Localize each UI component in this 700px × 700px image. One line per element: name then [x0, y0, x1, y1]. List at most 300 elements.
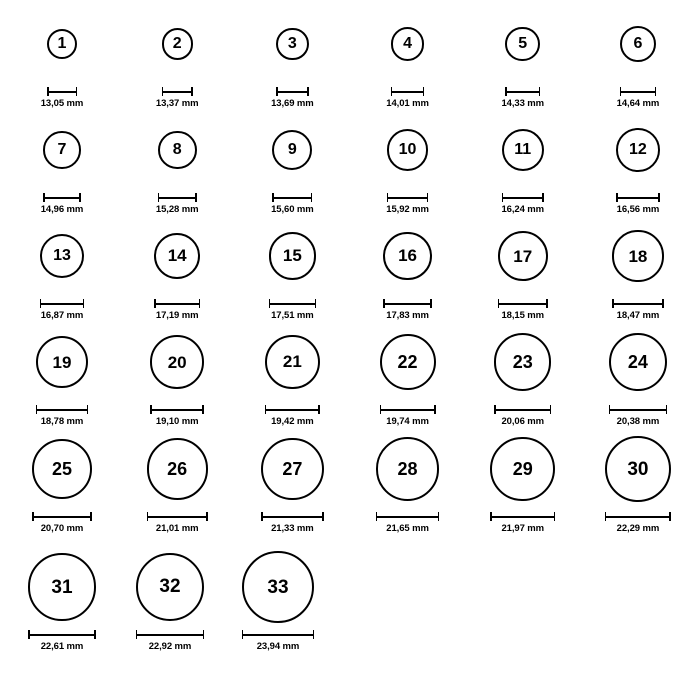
- ring-circle-wrap: [242, 548, 314, 626]
- ring-circle-wrap: [261, 430, 323, 508]
- ruler-tick-left: [391, 87, 393, 96]
- ruler-tick-right: [554, 512, 556, 521]
- diameter-ruler: [616, 193, 660, 202]
- diameter-label: 23,94 mm: [256, 641, 300, 652]
- ring-size-number: 33: [267, 576, 289, 598]
- diameter-label: 21,97 mm: [501, 523, 544, 534]
- ring-size-number: 17: [513, 246, 533, 266]
- diameter-label: 22,29 mm: [616, 523, 660, 534]
- ring-circle-wrap: [505, 5, 540, 83]
- ruler-tick-left: [505, 87, 507, 96]
- ruler-tick-left: [43, 193, 45, 202]
- ring-circle-wrap: [40, 217, 85, 295]
- size-row: [0, 548, 700, 654]
- ring-size-cell[interactable]: [8, 5, 116, 109]
- diameter-label: 20,70 mm: [40, 523, 84, 534]
- ring-size-cell[interactable]: [8, 430, 116, 534]
- ring-circle: [494, 333, 551, 390]
- ring-size-cell[interactable]: [354, 430, 462, 534]
- ruler-bar: [387, 197, 428, 199]
- ring-circle: [136, 553, 204, 621]
- diameter-ruler: [498, 299, 548, 308]
- ring-size-cell[interactable]: [123, 430, 231, 534]
- ring-size-cell[interactable]: [238, 323, 346, 427]
- ruler-tick-left: [47, 87, 49, 96]
- ruler-bar: [158, 197, 197, 199]
- ruler-tick-right: [195, 193, 197, 202]
- diameter-label: 16,56 mm: [616, 204, 660, 215]
- ruler-tick-right: [191, 87, 193, 96]
- size-row: [0, 430, 700, 536]
- ruler-tick-right: [76, 87, 78, 96]
- ring-size-number: 5: [518, 34, 528, 52]
- ruler-bar: [150, 409, 204, 411]
- ring-circle-wrap: [391, 5, 425, 83]
- ring-circle: [612, 230, 663, 281]
- diameter-ruler: [502, 193, 544, 202]
- ring-size-number: 15: [282, 246, 302, 266]
- ruler-bar: [242, 634, 314, 636]
- diameter-label: 20,06 mm: [501, 416, 544, 427]
- ring-size-number: 16: [398, 246, 418, 266]
- ring-size-number: 32: [159, 576, 181, 598]
- diameter-label: 13,05 mm: [40, 98, 84, 109]
- diameter-label: 21,01 mm: [155, 523, 199, 534]
- ring-circle-wrap: [490, 430, 555, 508]
- ruler-bar: [605, 516, 671, 518]
- ruler-tick-left: [269, 299, 271, 308]
- ruler-tick-left: [147, 512, 149, 521]
- ruler-tick-right: [669, 512, 671, 521]
- ruler-tick-left: [272, 193, 274, 202]
- diameter-label: 14,01 mm: [386, 98, 429, 109]
- ring-circle: [32, 439, 92, 499]
- ring-size-number: 31: [51, 576, 73, 598]
- ring-size-cell[interactable]: [123, 217, 231, 321]
- ring-circle: [154, 233, 200, 279]
- ruler-tick-left: [620, 87, 622, 96]
- ruler-tick-right: [322, 512, 324, 521]
- diameter-ruler: [47, 87, 77, 96]
- diameter-ruler: [490, 512, 555, 521]
- ring-circle: [605, 436, 671, 502]
- ring-circle-wrap: [498, 217, 548, 295]
- diameter-ruler: [609, 405, 668, 414]
- ring-circle-wrap: [383, 217, 432, 295]
- diameter-ruler: [32, 512, 92, 521]
- ruler-tick-left: [387, 193, 389, 202]
- ruler-tick-left: [162, 87, 164, 96]
- ruler-tick-right: [666, 405, 668, 414]
- ruler-bar: [47, 91, 77, 93]
- diameter-label: 22,92 mm: [148, 641, 192, 652]
- diameter-label: 18,78 mm: [40, 416, 84, 427]
- ring-circle-wrap: [612, 217, 663, 295]
- ruler-tick-left: [150, 405, 152, 414]
- ruler-bar: [36, 409, 88, 411]
- ring-size-number: 7: [57, 141, 67, 158]
- ruler-tick-left: [36, 405, 38, 414]
- ring-circle: [380, 334, 436, 390]
- ruler-bar: [154, 303, 200, 305]
- ring-circle-wrap: [162, 5, 193, 83]
- diameter-ruler: [605, 512, 671, 521]
- ruler-bar: [269, 303, 316, 305]
- ring-size-number: 23: [512, 351, 533, 372]
- diameter-ruler: [505, 87, 540, 96]
- diameter-ruler: [620, 87, 656, 96]
- ring-size-cell[interactable]: [584, 111, 692, 215]
- diameter-label: 19,42 mm: [271, 416, 314, 427]
- diameter-label: 13,37 mm: [155, 98, 199, 109]
- diameter-ruler: [612, 299, 663, 308]
- ring-circle: [162, 28, 193, 59]
- ring-size-cell[interactable]: [469, 111, 577, 215]
- ruler-tick-right: [427, 193, 429, 202]
- ruler-tick-left: [40, 299, 42, 308]
- ruler-tick-left: [276, 87, 278, 96]
- ruler-tick-left: [383, 299, 385, 308]
- ruler-tick-right: [206, 512, 208, 521]
- ruler-bar: [147, 516, 208, 518]
- ring-size-number: 30: [627, 458, 649, 480]
- ruler-bar: [272, 197, 312, 199]
- ruler-bar: [505, 91, 540, 93]
- ruler-tick-left: [154, 299, 156, 308]
- diameter-ruler: [272, 193, 312, 202]
- ring-circle-wrap: [272, 111, 312, 189]
- ring-size-number: 14: [167, 246, 187, 266]
- diameter-ruler: [494, 405, 551, 414]
- ring-circle-wrap: [605, 430, 671, 508]
- ring-circle-wrap: [147, 430, 208, 508]
- ruler-bar: [616, 197, 660, 199]
- ring-size-cell[interactable]: [584, 217, 692, 321]
- diameter-label: 14,33 mm: [501, 98, 544, 109]
- ring-size-cell[interactable]: [584, 5, 692, 109]
- ruler-bar: [380, 409, 436, 411]
- ring-size-cell[interactable]: [354, 5, 462, 109]
- ruler-tick-left: [498, 299, 500, 308]
- ring-circle: [261, 438, 323, 500]
- ring-circle-wrap: [32, 430, 92, 508]
- size-row: [0, 5, 700, 111]
- diameter-label: 21,65 mm: [386, 523, 429, 534]
- ring-size-cell[interactable]: [584, 430, 692, 534]
- diameter-ruler: [265, 405, 320, 414]
- ring-circle-wrap: [269, 217, 316, 295]
- ring-size-cell[interactable]: [8, 217, 116, 321]
- ring-circle-wrap: [265, 323, 320, 401]
- ruler-tick-right: [550, 405, 552, 414]
- ruler-bar: [383, 303, 432, 305]
- ring-circle: [276, 28, 308, 60]
- ring-size-cell[interactable]: [354, 111, 462, 215]
- ruler-tick-left: [612, 299, 614, 308]
- ruler-tick-right: [313, 630, 315, 639]
- ruler-bar: [43, 197, 80, 199]
- ruler-tick-left: [609, 405, 611, 414]
- ring-circle: [28, 553, 95, 620]
- ruler-tick-right: [311, 193, 313, 202]
- ring-circle: [498, 231, 548, 281]
- ruler-tick-right: [203, 630, 205, 639]
- ring-size-number: 29: [512, 459, 533, 479]
- ring-size-number: 20: [167, 352, 187, 372]
- ring-size-number: 25: [51, 458, 72, 479]
- ring-size-number: 8: [172, 141, 182, 158]
- ring-circle: [36, 336, 88, 388]
- ruler-bar: [376, 516, 440, 518]
- diameter-ruler: [36, 405, 88, 414]
- ruler-tick-left: [32, 512, 34, 521]
- ruler-tick-left: [158, 193, 160, 202]
- ruler-tick-right: [83, 299, 85, 308]
- ring-size-cell[interactable]: [469, 5, 577, 109]
- ring-size-cell[interactable]: [584, 323, 692, 427]
- ruler-tick-right: [87, 405, 89, 414]
- ring-size-number: 13: [53, 246, 71, 264]
- ring-circle: [387, 129, 428, 170]
- ring-circle: [383, 232, 432, 281]
- ruler-bar: [162, 91, 193, 93]
- ring-circle-wrap: [387, 111, 428, 189]
- ring-circle: [47, 29, 77, 59]
- ring-circle-wrap: [620, 5, 656, 83]
- ring-size-number: 21: [282, 352, 302, 372]
- ruler-tick-right: [542, 193, 544, 202]
- ruler-bar: [276, 91, 308, 93]
- diameter-ruler: [380, 405, 436, 414]
- diameter-ruler: [154, 299, 200, 308]
- ring-size-number: 10: [398, 141, 417, 158]
- ruler-tick-left: [502, 193, 504, 202]
- diameter-ruler: [242, 630, 314, 639]
- ring-size-number: 12: [629, 141, 647, 158]
- diameter-label: 13,69 mm: [271, 98, 314, 109]
- ruler-bar: [28, 634, 95, 636]
- ring-size-cell[interactable]: [469, 323, 577, 427]
- size-row: [0, 111, 700, 217]
- ruler-tick-right: [90, 512, 92, 521]
- diameter-ruler: [391, 87, 425, 96]
- diameter-label: 15,60 mm: [271, 204, 314, 215]
- ruler-tick-right: [307, 87, 309, 96]
- ring-circle-wrap: [609, 323, 668, 401]
- ruler-tick-right: [315, 299, 317, 308]
- ring-size-number: 19: [52, 352, 72, 372]
- ring-circle-wrap: [136, 548, 204, 626]
- ruler-bar: [494, 409, 551, 411]
- ring-size-number: 9: [287, 141, 297, 158]
- ruler-tick-left: [376, 512, 378, 521]
- ruler-bar: [609, 409, 668, 411]
- ruler-tick-right: [539, 87, 541, 96]
- ring-circle: [40, 234, 85, 279]
- diameter-label: 20,38 mm: [616, 416, 660, 427]
- diameter-ruler: [28, 630, 95, 639]
- diameter-label: 18,47 mm: [616, 310, 660, 321]
- ruler-tick-right: [438, 512, 440, 521]
- diameter-ruler: [387, 193, 428, 202]
- ring-size-number: 27: [282, 459, 303, 479]
- diameter-label: 15,28 mm: [155, 204, 199, 215]
- ruler-tick-left: [261, 512, 263, 521]
- ring-size-cell[interactable]: [123, 323, 231, 427]
- ring-size-number: 1: [57, 35, 67, 52]
- ring-size-number: 28: [397, 459, 418, 479]
- ruler-tick-right: [658, 193, 660, 202]
- ring-circle-wrap: [43, 111, 80, 189]
- ruler-bar: [40, 303, 85, 305]
- ring-size-cell[interactable]: [354, 217, 462, 321]
- ring-circle-wrap: [158, 111, 197, 189]
- ring-size-cell[interactable]: [469, 217, 577, 321]
- ruler-tick-right: [199, 299, 201, 308]
- diameter-label: 16,87 mm: [40, 310, 84, 321]
- ring-circle: [391, 27, 425, 61]
- ring-circle-wrap: [376, 430, 440, 508]
- ring-circle: [272, 130, 312, 170]
- ring-circle: [490, 437, 555, 502]
- diameter-ruler: [383, 299, 432, 308]
- diameter-label: 18,15 mm: [501, 310, 544, 321]
- diameter-ruler: [276, 87, 308, 96]
- diameter-label: 15,92 mm: [386, 204, 429, 215]
- ruler-tick-left: [616, 193, 618, 202]
- ring-circle: [620, 26, 656, 62]
- ring-circle-wrap: [502, 111, 544, 189]
- diameter-ruler: [43, 193, 80, 202]
- ring-circle-wrap: [616, 111, 660, 189]
- ring-size-cell[interactable]: [123, 111, 231, 215]
- diameter-ruler: [150, 405, 204, 414]
- ruler-tick-right: [79, 193, 81, 202]
- ring-size-number: 11: [514, 141, 532, 158]
- ring-circle: [242, 551, 314, 623]
- ruler-tick-left: [28, 630, 30, 639]
- ring-circle-wrap: [154, 217, 200, 295]
- ring-circle: [43, 131, 80, 168]
- diameter-label: 17,83 mm: [386, 310, 429, 321]
- ring-size-cell[interactable]: [238, 5, 346, 109]
- ruler-tick-left: [265, 405, 267, 414]
- ring-size-cell[interactable]: [8, 548, 116, 652]
- diameter-label: 17,19 mm: [155, 310, 199, 321]
- ruler-tick-left: [490, 512, 492, 521]
- size-row: [0, 323, 700, 429]
- ruler-tick-right: [655, 87, 657, 96]
- diameter-label: 14,96 mm: [40, 204, 84, 215]
- ruler-tick-right: [423, 87, 425, 96]
- ruler-bar: [490, 516, 555, 518]
- ruler-tick-right: [430, 299, 432, 308]
- ring-circle: [158, 131, 197, 170]
- diameter-ruler: [136, 630, 204, 639]
- diameter-label: 19,10 mm: [155, 416, 199, 427]
- ring-circle-wrap: [150, 323, 204, 401]
- ruler-tick-right: [434, 405, 436, 414]
- ring-circle: [616, 128, 660, 172]
- diameter-ruler: [269, 299, 316, 308]
- ring-size-number: 22: [397, 351, 418, 372]
- ruler-tick-right: [318, 405, 320, 414]
- diameter-ruler: [40, 299, 85, 308]
- ring-size-cell[interactable]: [116, 548, 224, 652]
- ring-size-cell[interactable]: [224, 548, 332, 652]
- diameter-ruler: [261, 512, 323, 521]
- ring-circle: [505, 27, 540, 62]
- ruler-tick-left: [494, 405, 496, 414]
- ring-size-number: 4: [403, 34, 412, 52]
- ruler-bar: [391, 91, 425, 93]
- ruler-bar: [612, 303, 663, 305]
- ruler-tick-left: [242, 630, 244, 639]
- ring-circle-wrap: [494, 323, 551, 401]
- ruler-tick-right: [662, 299, 664, 308]
- ruler-tick-left: [380, 405, 382, 414]
- ruler-bar: [498, 303, 548, 305]
- ring-size-number: 26: [167, 459, 188, 479]
- diameter-label: 19,74 mm: [386, 416, 429, 427]
- ring-size-number: 6: [633, 35, 643, 52]
- ring-circle: [265, 335, 320, 390]
- diameter-label: 22,61 mm: [40, 641, 84, 652]
- ring-circle: [502, 129, 544, 171]
- ruler-bar: [620, 91, 656, 93]
- diameter-ruler: [162, 87, 193, 96]
- ruler-tick-left: [605, 512, 607, 521]
- ruler-tick-right: [202, 405, 204, 414]
- ring-circle-wrap: [36, 323, 88, 401]
- ring-circle: [147, 438, 208, 499]
- ring-size-cell[interactable]: [469, 430, 577, 534]
- diameter-label: 14,64 mm: [616, 98, 660, 109]
- ring-size-cell[interactable]: [8, 323, 116, 427]
- diameter-ruler: [376, 512, 440, 521]
- size-row: [0, 217, 700, 323]
- ring-size-cell[interactable]: [354, 323, 462, 427]
- ruler-bar: [502, 197, 544, 199]
- ring-size-number: 24: [627, 351, 648, 372]
- ring-size-number: 2: [172, 34, 182, 52]
- ring-size-cell[interactable]: [123, 5, 231, 109]
- ring-size-number: 3: [287, 34, 297, 52]
- ring-circle-wrap: [276, 5, 308, 83]
- diameter-ruler: [147, 512, 208, 521]
- diameter-label: 21,33 mm: [271, 523, 314, 534]
- ring-circle: [609, 333, 668, 392]
- ring-size-number: 18: [628, 246, 648, 266]
- ruler-tick-right: [546, 299, 548, 308]
- ring-circle-wrap: [28, 548, 95, 626]
- ring-circle: [269, 232, 316, 279]
- ring-circle-wrap: [47, 5, 77, 83]
- ring-circle: [150, 335, 204, 389]
- diameter-label: 16,24 mm: [501, 204, 544, 215]
- ruler-bar: [261, 516, 323, 518]
- diameter-label: 17,51 mm: [271, 310, 314, 321]
- ring-size-cell[interactable]: [238, 217, 346, 321]
- ring-circle: [376, 437, 440, 501]
- ring-size-cell[interactable]: [8, 111, 116, 215]
- ring-size-cell[interactable]: [238, 111, 346, 215]
- ruler-bar: [136, 634, 204, 636]
- ring-circle-wrap: [380, 323, 436, 401]
- ring-size-cell[interactable]: [238, 430, 346, 534]
- ruler-tick-left: [136, 630, 138, 639]
- ruler-bar: [32, 516, 92, 518]
